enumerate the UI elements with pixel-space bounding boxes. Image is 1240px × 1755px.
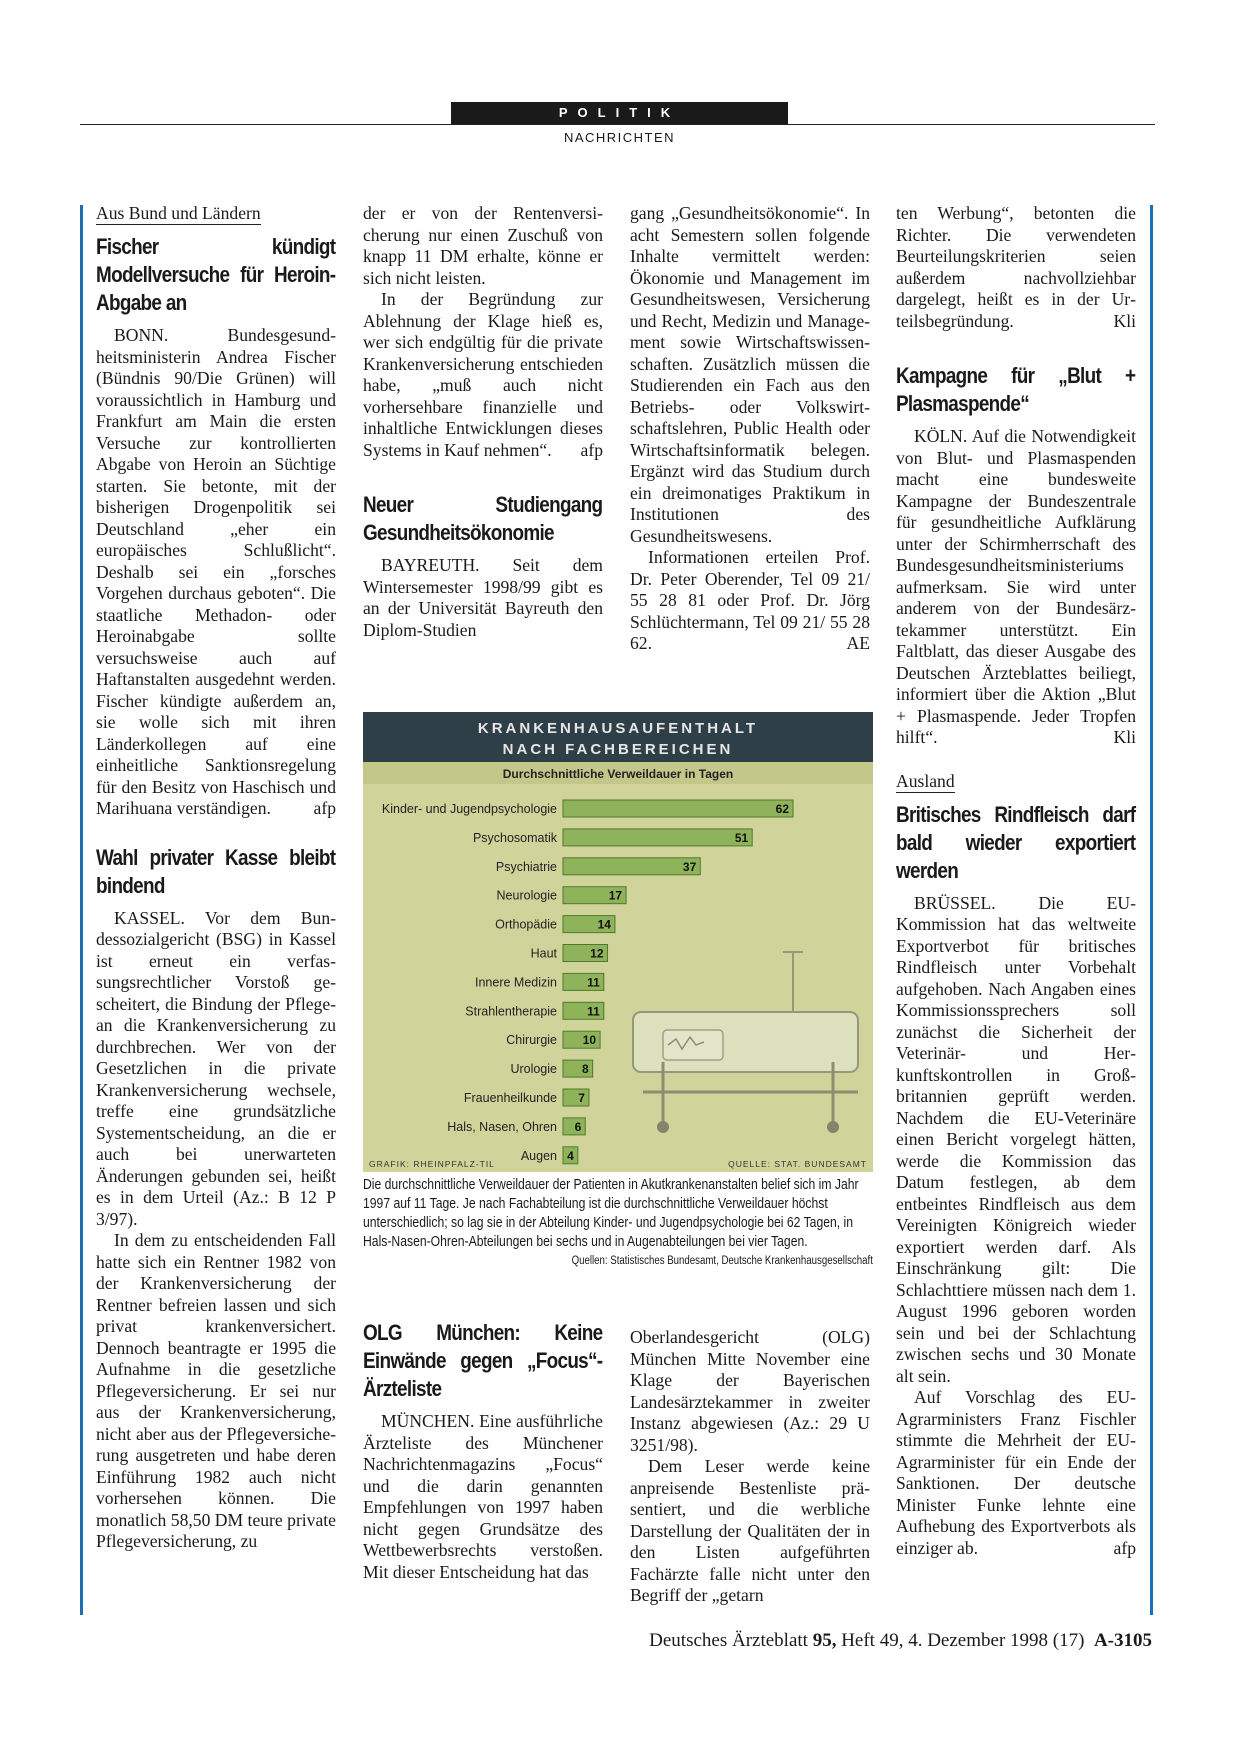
article-blutspende: KÖLN. Auf die Notwendigkeit von Blut- und Plasmaspenden macht eine bundesweite Kampagne der Bundeszentrale für gesundheitliche Aufklärung unter der Schirmherrschaft des Bundesgesundheitsministeriums aufmerksam. Sie wird unter anderem von der Bundesärztekammer unterstützt. Ein Faltblatt, das dieser Ausgabe des Deutschen Ärzteblattes beiliegt, informiert über die Aktion „Blut + Plasmaspende. Jeder Tropfen hilft“. Kli [896, 426, 1136, 747]
bar-value: 37 [682, 859, 697, 874]
article-olg-p2: Oberlandesgericht (OLG) München Mitte November eine Klage der Bayerischen Landesärztekammer in zweiter Instanz abgewiesen (Az.: 29 U 3251/98). [630, 1327, 870, 1455]
article-kasse-p4: In der Begründung zur Ablehnung der Klage hieß es, wer sich endgültig für die private Krankenversicherung entschieden habe, „muß auch nicht vorhersehbare finanzielle und inhaltliche Entwicklungen dieses Systems in Kauf nehmen“. afp [363, 289, 603, 460]
footer-journal: Deutsches Ärzteblatt [649, 1630, 808, 1651]
bar-label: Psychiatrie [495, 859, 557, 874]
bar-value: 7 [578, 1091, 585, 1105]
chart-credit-left: GRAFIK: RHEINPFALZ-TIL [369, 1159, 495, 1169]
column-2-bottom [363, 1315, 603, 1583]
article-studiengang-p2: gang „Gesundheitsökonomie“. In acht Semestern sollen folgende Inhalte vermittelt werden: Ökonomie und Management im Gesundheitswesen, Versicherung und Recht, Medizin und Management sowie Wirtschaftswissenschaften. Zusätzlich müssen die Studierenden ein Fach aus den Betriebs- oder Volkswirtschaftslehren, Public Health oder Wirtschaftsinformatik belegen. Ergänzt wird das Studium durch ein dreimonatiges Praktikum in Institutionen des Gesundheitswesens. [630, 203, 870, 546]
bar-label: Strahlentherapie [465, 1004, 557, 1019]
bar-value: 11 [587, 975, 600, 990]
bar-value: 4 [567, 1148, 574, 1163]
headline-kasse: Wahl privater Kasse bleibt bindend [96, 844, 336, 898]
bar-value: 51 [734, 830, 749, 845]
column-1 [96, 203, 336, 1553]
author-sig: AE [846, 633, 870, 653]
bar-value: 11 [587, 1004, 600, 1019]
kicker-ausland: Ausland [896, 770, 955, 791]
author-sig: afp [580, 439, 603, 460]
bar-value: 6 [574, 1119, 582, 1134]
bar [563, 1089, 589, 1106]
hospital-bed-illustration [633, 952, 858, 1133]
bar-label: Orthopädie [495, 917, 557, 932]
bar-label: Neurologie [496, 888, 557, 903]
headline-rindfleisch: Britisches Rindfleisch darf bald wieder exportiert werden [896, 801, 1136, 883]
article-olg-p1: MÜNCHEN. Eine ausführliche Ärzteliste des Münchener Nachrichtenmagazins „Focus“ und die darin genannten Empfehlungen von 1997 haben nicht gegen Grundsätze des Wettbewerbsrechts verstoßen. Mit dieser Entscheidung hat das [363, 1411, 603, 1582]
article-studiengang-p1: BAYREUTH. Seit dem Wintersemester 1998/99 gibt es an der Universität Bayreuth den Diplom-Studien [363, 555, 603, 640]
article-heroin-text: BONN. Bundesgesundheitsministerin Andrea Fischer (Bündnis 90/Die Grünen) will voraussichtlich in Hamburg und Frankfurt am Main die ersten Versuche zur kontrollierten Abgabe von Heroin an Süchtige starten. Sie betonte, mit der bisherigen Drogenpolitik sei Deutschland „eher ein europäisches Schlußlicht“. Deshalb sei ein „forsches Vorgehen durchaus geboten“. Die staatliche Methadon- oder Heroinabgabe sollte versuchsweise auch auf Haftanstalten ausgedehnt werden. Fischer kündigte außerdem an, sie wolle sich mit ihren Länderkollegen auf eine einheitliche Sanktionsregelung für den Besitz von Haschisch und Marihuana verständigen. afp [96, 325, 336, 818]
article-kasse-p3: der er von der Rentenversicherung nur einen Zuschuß von knapp 11 DM erhalte, könne er sich nicht leisten. [363, 203, 603, 288]
bar-value: 14 [597, 917, 611, 932]
bar-value: 8 [581, 1062, 589, 1077]
footer-issue: Heft 49, 4. Dezember 1998 (17) [841, 1630, 1085, 1651]
chart-title: KRANKENHAUSAUFENTHALT NACH FACHBEREICHEN [477, 720, 759, 758]
footer-page: A-3105 [1093, 1630, 1152, 1651]
column-marker-right [1150, 205, 1153, 1615]
bar-value: 10 [582, 1033, 597, 1048]
article-kasse-p1: KASSEL. Vor dem Bundessozialgericht (BSG) in Kassel ist erneut ein verfassungsrechtlicher Vorstoß gescheitert, die Bindung der Pflege- an die Krankenversicherung zu durchbrechen. Wer von der Gesetzlichen in die private Krankenversicherung wechsele, treffe eine grundsätzliche Systementscheidung, an die er auch bei unerwarteten Änderungen gebunden sei, heißt es in dem Urteil (Az.: B 12 P 3/97). [96, 907, 336, 1229]
bar-value: 12 [590, 946, 604, 961]
bar-label: Augen [520, 1148, 557, 1163]
author-sig: Kli [1113, 727, 1136, 747]
section-title: POLITIK [451, 102, 788, 124]
page-footer [649, 1630, 1152, 1652]
article-focus-end: ten Werbung“, betonten die Richter. Die verwendeten Beurteilungskriterien seien außerdem nachvollziehbar dargelegt, heißt es in der Urteilsbegründung. Kli [896, 203, 1136, 331]
chart-caption: Die durchschnittliche Verweildauer der Patienten in Akutkrankenanstalten belief sich im Jahr 1997 auf 11 Tage. Je nach Fachabteilung ist die durchschnittliche Verweildauer höchst unterschiedlich; so lag sie in der Abteilung Kinder- und Jugendpsychologie bei 62 Tagen, in Hals-Nasen-Ohren-Abteilungen bei sechs und in Augenabteilungen bei vier Tagen. Quellen: Statistisches Bundesamt, Deutsche Krankenhausgesellschaft [363, 1176, 873, 1271]
article-rindfleisch-p1: BRÜSSEL. Die EU-Kommission hat das weltweite Exportverbot für britisches Rindfleisch unter Vorbehalt aufgehoben. Nach Angaben eines Kommissionssprechers soll zunächst die Sicherheit der Veterinär- und Herkunftskontrollen in Großbritannien geprüft werden. Nachdem die EU-Veterinäre einen Bericht vorgelegt hätten, werde die Kommission das Datum festlegen, ab dem entbeintes Rindfleisch aus dem Vereinigten Königreich wieder exportiert werden darf. Als Einschränkung gilt: Die Schlachttiere müssen nach dem 1. August 1996 geboren worden sein und bei der Schlachtung zwischen sechs und 30 Monate alt sein. [896, 892, 1136, 1386]
author-sig: afp [313, 798, 336, 818]
bar-label: Urologie [510, 1062, 557, 1077]
section-subtitle: NACHRICHTEN [563, 130, 676, 145]
column-marker-left [80, 205, 83, 1615]
bar-value: 17 [608, 888, 623, 903]
footer-volume: 95, [812, 1630, 837, 1651]
author-sig: afp [1113, 1537, 1136, 1558]
chart-svg [363, 712, 873, 1172]
caption-source: Quellen: Statistisches Bundesamt, Deutsche Krankenhausgesellschaft [571, 1255, 873, 1267]
bar-label: Innere Medizin [475, 975, 557, 990]
chart-subtitle: Durchschnittliche Verweildauer in Tagen [502, 767, 734, 781]
column-3 [630, 203, 870, 655]
headline-olg: OLG München: Keine Einwände gegen „Focus“-Ärzteliste [363, 1320, 603, 1401]
headline-heroin: Fischer kündigt Modellversuche für Heroin-Abgabe an [96, 234, 336, 315]
article-rindfleisch-p2: Auf Vorschlag des EU-Agrarministers Franz Fischler stimmte die Mehrheit der EU-Agrarminister für ein Ende der Sanktionen. Der deutsche Minister Funke lehnte eine Aufhebung des Exportverbots als einziger ab. afp [896, 1387, 1136, 1558]
bar-label: Chirurgie [506, 1033, 557, 1048]
author-sig: Kli [1113, 310, 1136, 331]
bar-label: Hals, Nasen, Ohren [447, 1119, 557, 1134]
header-rule [80, 124, 1155, 125]
bar-label: Haut [530, 946, 557, 961]
column-3-bottom [630, 1327, 870, 1607]
column-2 [363, 203, 603, 641]
chart-krankenhausaufenthalt [363, 712, 873, 1172]
bar-label: Psychosomatik [472, 830, 557, 845]
headline-studiengang: Neuer Studiengang Gesundheitsökonomie [363, 492, 603, 545]
article-studiengang-p3: Informationen erteilen Prof. Dr. Peter Oberender, Tel 09 21/ 55 28 81 oder Prof. Dr. Jörg Schlüchtermann, Tel 09 21/ 55 28 62. AE [630, 547, 870, 653]
chart-credit-right: QUELLE: STAT. BUNDESAMT [728, 1159, 867, 1169]
column-4 [896, 203, 1136, 1559]
article-olg-p3: Dem Leser werde keine anpreisende Bestenliste präsentiert, und die werbliche Darstellung der Qualitäten der in den Listen aufgeführten Fachärzte falle nicht unter den Begriff der „getarn [630, 1456, 870, 1605]
bar-value: 62 [775, 802, 789, 816]
bar [563, 858, 700, 875]
bar [563, 829, 752, 846]
bar-label: Kinder- und Jugendpsychologie [381, 802, 557, 816]
bar-label: Frauenheilkunde [463, 1091, 557, 1105]
bar [563, 800, 793, 817]
kicker-bund-laender: Aus Bund und Ländern [96, 203, 261, 223]
headline-blutspende: Kampagne für „Blut + Plasmaspende“ [896, 363, 1136, 416]
article-kasse-p2: In dem zu entscheidenden Fall hatte sich ein Rentner 1982 von der Krankenversicherung der Rentner befreien lassen und sich privat krankenversichert. Dennoch beantragte er 1995 die Aufnahme in die gesetzliche Pflegeversicherung. Er sei nur aus der Krankenversicherung, nicht aber aus der Pflegeversicherung ausgetreten und habe deren Einführung 1982 auch nicht vorhersehen können. Die monatlich 58,50 DM teure private Pflegeversicherung, zu [96, 1230, 336, 1551]
